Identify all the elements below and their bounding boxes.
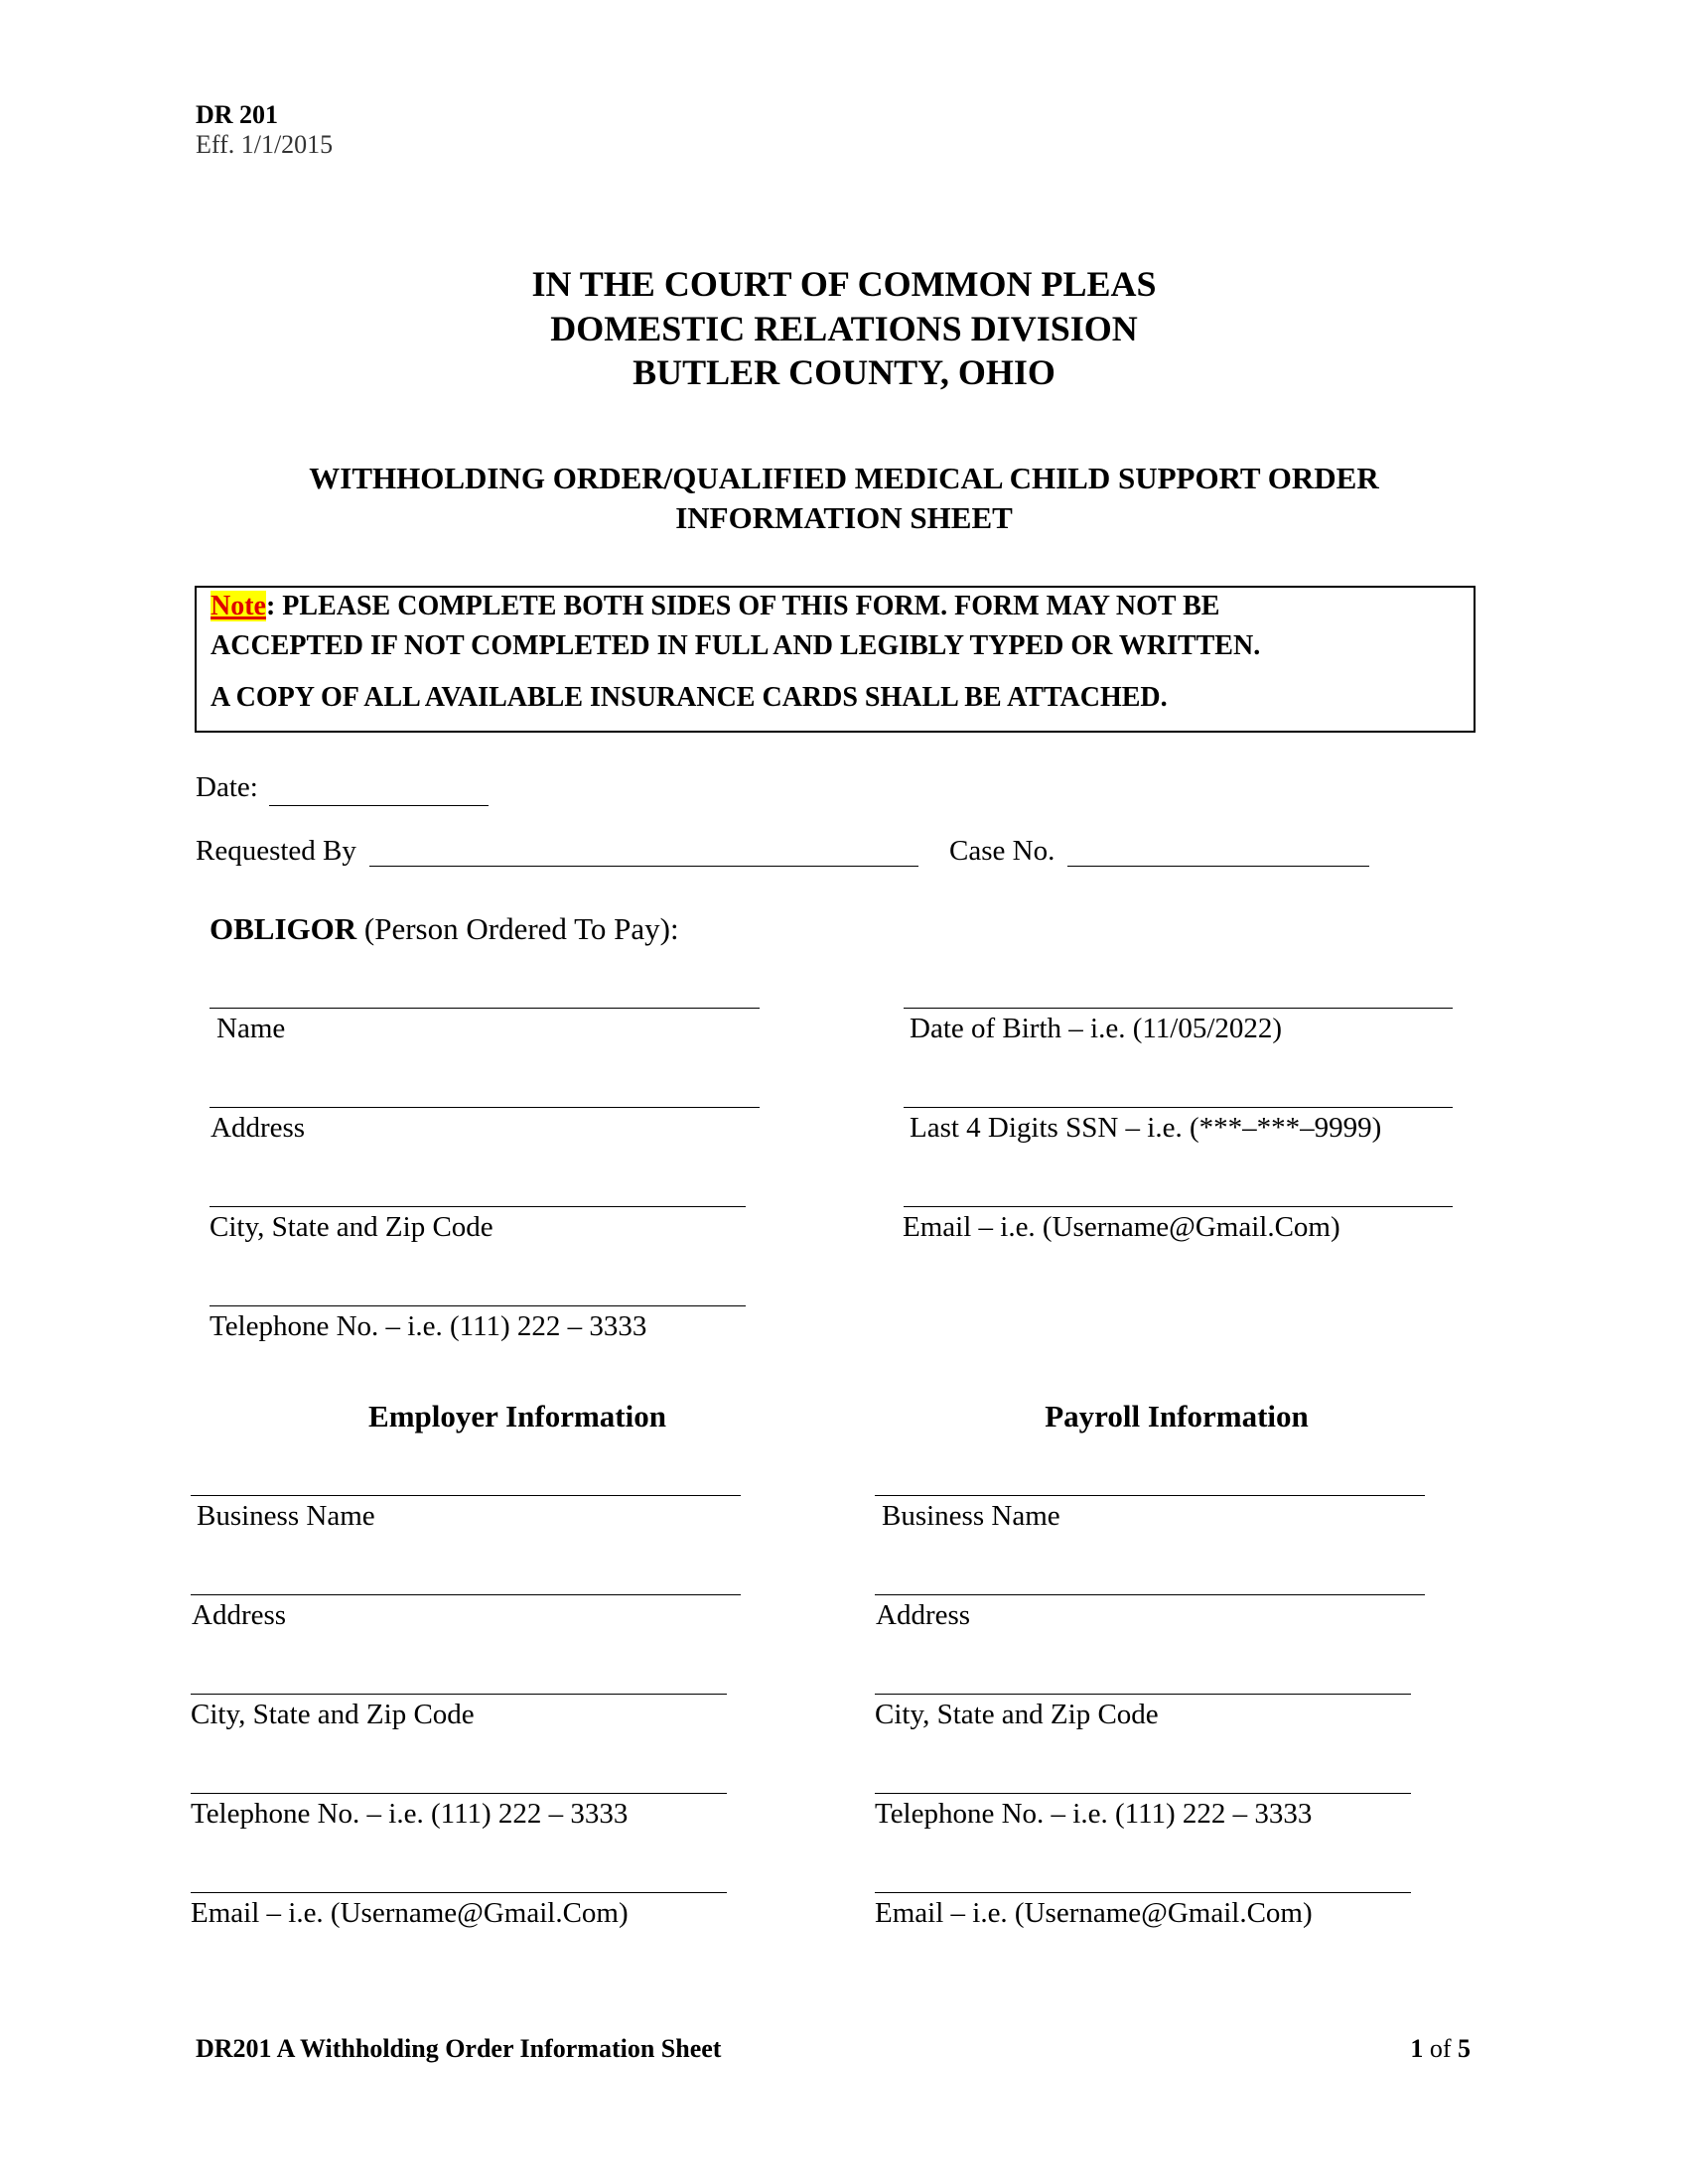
employer-business-label: Business Name <box>197 1500 375 1532</box>
payroll-email-field[interactable] <box>875 1892 1411 1893</box>
page-current: 1 <box>1410 2034 1424 2063</box>
page-number <box>1410 2036 1471 2062</box>
payroll-address-field[interactable] <box>875 1594 1425 1595</box>
obligor-title: OBLIGOR <box>210 911 357 946</box>
court-line-3: BUTLER COUNTY, OHIO <box>633 352 1055 392</box>
obligor-ssn-field[interactable] <box>904 1107 1453 1108</box>
court-line-1: IN THE COURT OF COMMON PLEAS <box>531 264 1157 304</box>
obligor-address-label: Address <box>211 1112 306 1144</box>
form-title-1: WITHHOLDING ORDER/QUALIFIED MEDICAL CHILD SUPPORT ORDER <box>309 461 1379 495</box>
obligor-heading <box>210 913 679 944</box>
note-label: Note <box>211 591 266 621</box>
employer-address-label: Address <box>192 1599 287 1631</box>
employer-address-field[interactable] <box>191 1594 741 1595</box>
obligor-city-label: City, State and Zip Code <box>210 1211 493 1243</box>
employer-email-label: Email – i.e. (Username@Gmail.Com) <box>191 1897 629 1929</box>
payroll-business-field[interactable] <box>875 1495 1425 1496</box>
obligor-dob-label: Date of Birth – i.e. (11/05/2022) <box>910 1013 1283 1044</box>
court-line-2: DOMESTIC RELATIONS DIVISION <box>550 309 1138 348</box>
note-line-1 <box>211 593 1219 620</box>
payroll-heading: Payroll Information <box>1045 1399 1309 1433</box>
case-no-field[interactable] <box>1067 866 1369 867</box>
employer-business-field[interactable] <box>191 1495 741 1496</box>
page-total: 5 <box>1458 2034 1471 2063</box>
note-text-1: : PLEASE COMPLETE BOTH SIDES OF THIS FORM. FORM MAY NOT BE <box>265 591 1220 621</box>
date-label: Date: <box>196 771 258 803</box>
employer-city-field[interactable] <box>191 1694 727 1695</box>
note-line-3: A COPY OF ALL AVAILABLE INSURANCE CARDS SHALL BE ATTACHED. <box>211 682 1168 713</box>
payroll-city-field[interactable] <box>875 1694 1411 1695</box>
obligor-name-label: Name <box>216 1013 286 1044</box>
obligor-address-field[interactable] <box>210 1107 760 1108</box>
page-of: of <box>1423 2034 1458 2063</box>
payroll-phone-label: Telephone No. – i.e. (111) 222 – 3333 <box>875 1798 1313 1830</box>
employer-phone-field[interactable] <box>191 1793 727 1794</box>
payroll-email-label: Email – i.e. (Username@Gmail.Com) <box>875 1897 1313 1929</box>
payroll-city-label: City, State and Zip Code <box>875 1699 1159 1730</box>
obligor-email-label: Email – i.e. (Username@Gmail.Com) <box>903 1211 1340 1243</box>
form-number: DR 201 <box>196 100 279 129</box>
employer-heading: Employer Information <box>368 1399 666 1433</box>
payroll-phone-field[interactable] <box>875 1793 1411 1794</box>
note-line-2: ACCEPTED IF NOT COMPLETED IN FULL AND LEGIBLY TYPED OR WRITTEN. <box>211 630 1261 661</box>
requested-by-field[interactable] <box>369 866 918 867</box>
form-title-2: INFORMATION SHEET <box>675 500 1013 535</box>
footer-title: DR201 A Withholding Order Information Sheet <box>196 2034 722 2063</box>
employer-email-field[interactable] <box>191 1892 727 1893</box>
effective-date: Eff. 1/1/2015 <box>196 130 334 159</box>
obligor-city-field[interactable] <box>210 1206 746 1207</box>
date-field[interactable] <box>269 805 489 806</box>
obligor-dob-field[interactable] <box>904 1008 1453 1009</box>
requested-by-label: Requested By <box>196 835 356 867</box>
obligor-subtitle: (Person Ordered To Pay): <box>356 911 679 946</box>
obligor-phone-field[interactable] <box>210 1305 746 1306</box>
obligor-email-field[interactable] <box>904 1206 1453 1207</box>
payroll-address-label: Address <box>876 1599 971 1631</box>
payroll-business-label: Business Name <box>882 1500 1060 1532</box>
obligor-ssn-label: Last 4 Digits SSN – i.e. (***–***–9999) <box>910 1112 1382 1144</box>
obligor-name-field[interactable] <box>210 1008 760 1009</box>
case-no-label: Case No. <box>949 835 1055 867</box>
obligor-phone-label: Telephone No. – i.e. (111) 222 – 3333 <box>210 1310 647 1342</box>
employer-phone-label: Telephone No. – i.e. (111) 222 – 3333 <box>191 1798 629 1830</box>
employer-city-label: City, State and Zip Code <box>191 1699 475 1730</box>
